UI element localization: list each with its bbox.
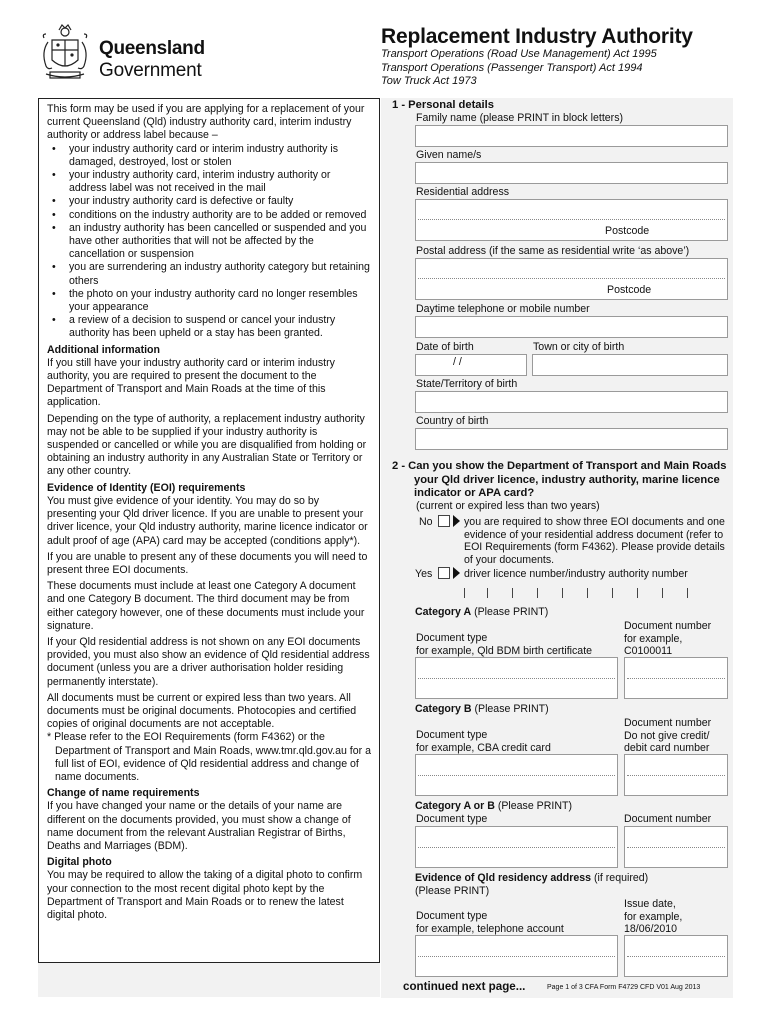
form-title: Replacement Industry Authority xyxy=(381,25,693,48)
row-divider xyxy=(418,847,615,848)
document-type-example: for example, telephone account xyxy=(416,922,564,935)
country-of-birth-input[interactable] xyxy=(415,428,728,450)
document-type-example: for example, Qld BDM birth certificate xyxy=(416,644,593,657)
town-of-birth-input[interactable] xyxy=(532,354,728,376)
please-print-note: (Please PRINT) xyxy=(474,606,549,618)
document-type-label: Document type xyxy=(416,729,488,741)
change-of-name-heading: Change of name requirements xyxy=(47,787,200,800)
additional-info-paragraph: Depending on the type of authority, a replacement industry authority may not be able to be supplied if your industry authority is suspended or cancelled or while you are disqualified from holding or obtaining an industry authority in any Australian State or Territory or any other country. xyxy=(47,412,367,478)
residential-address-label: Residential address xyxy=(416,186,510,198)
category-b-heading xyxy=(415,703,549,716)
category-b-type-label xyxy=(416,729,551,754)
digital-photo-heading: Digital photo xyxy=(47,856,112,869)
town-of-birth-label: Town or city of birth xyxy=(533,341,625,353)
row-divider xyxy=(418,678,615,679)
digit-divider xyxy=(687,588,688,598)
act-line: Transport Operations (Road Use Management) Act 1995 xyxy=(381,48,657,60)
residency-required-note: (if required) xyxy=(594,872,649,884)
family-name-label: Family name (please PRINT in block letters) xyxy=(416,112,624,124)
row-divider xyxy=(627,678,725,679)
additional-info-paragraph: If you still have your industry authority card or interim industry authority, you are required to present the document to the Department of Transport and Main Roads at the time of this application. xyxy=(47,356,335,409)
given-names-label: Given name/s xyxy=(416,149,482,161)
issue-date-example-value: 18/06/2010 xyxy=(624,923,678,935)
section-2-heading: 2 - Can you show the Department of Transport and Main Roads your Qld driver licence, industry authority, marine licence indicator or APA card? xyxy=(392,460,727,499)
additional-info-heading: Additional information xyxy=(47,343,160,356)
document-number-label: Document number xyxy=(624,717,712,729)
postal-address-input[interactable] xyxy=(415,258,728,300)
act-line: Transport Operations (Passenger Transport) Act 1994 xyxy=(381,61,643,74)
change-of-name-paragraph: If you have changed your name or the details of your name are different on the documents provided, you must show a change of name document from the relevant Australian Registrar of Births, Deaths and Marriages (BDM). xyxy=(47,800,351,852)
form-metadata: Page 1 of 3 CFA Form F4729 CFD V01 Aug 2013 xyxy=(547,984,701,991)
date-of-birth-label: Date of birth xyxy=(416,341,474,353)
information-panel xyxy=(38,98,380,963)
digit-divider xyxy=(612,588,613,598)
yes-checkbox[interactable] xyxy=(438,567,450,579)
address-divider xyxy=(418,219,725,220)
coat-of-arms-icon xyxy=(38,22,92,82)
digit-divider xyxy=(464,588,465,598)
row-divider xyxy=(627,847,725,848)
document-number-label: Document number xyxy=(624,620,712,632)
category-b-label: Category B xyxy=(415,703,472,715)
issue-date-example: for example, xyxy=(624,910,683,923)
category-ab-number-input[interactable] xyxy=(624,826,728,868)
residency-heading xyxy=(415,872,725,897)
category-ab-label: Category A or B xyxy=(415,800,495,812)
intro-text: This form may be used if you are applying for a replacement of your current Queensland (Qld) industry authority card, interim industry authority or address label because – xyxy=(47,103,365,142)
legislation-list xyxy=(381,48,657,89)
category-a-heading xyxy=(415,606,548,619)
category-b-type-input[interactable] xyxy=(415,754,618,796)
list-item: • you are surrendering an industry authority category but retaining others xyxy=(47,261,371,287)
state-of-birth-input[interactable] xyxy=(415,391,728,413)
digit-divider xyxy=(662,588,663,598)
category-a-number-label xyxy=(624,620,711,658)
please-print-note: (Please PRINT) xyxy=(497,800,572,812)
eoi-paragraph: These documents must include at least one Category A document and one Category B document. The third document may be from either category however, one of these documents must include your signature. xyxy=(47,580,365,632)
category-a-label: Category A xyxy=(415,606,472,618)
category-a-number-input[interactable] xyxy=(624,657,728,699)
residency-type-input[interactable] xyxy=(415,935,618,977)
reasons-list xyxy=(47,143,371,341)
digit-divider xyxy=(637,588,638,598)
category-a-type-label xyxy=(416,632,592,657)
document-type-label: Document type xyxy=(416,632,488,644)
arrow-right-icon xyxy=(453,515,460,527)
yes-option-label: Yes xyxy=(415,568,433,580)
act-line: Tow Truck Act 1973 xyxy=(381,75,477,87)
digit-divider xyxy=(512,588,513,598)
left-panel-footer-background xyxy=(38,963,380,997)
list-item: • an industry authority has been cancelled or suspended and you have other authorities that will not be affected by the cancellation or suspension xyxy=(47,222,371,262)
date-separators: / / xyxy=(453,356,462,368)
document-type-example: for example, CBA credit card xyxy=(416,741,551,754)
residential-address-input[interactable] xyxy=(415,199,728,241)
date-of-birth-input[interactable] xyxy=(415,354,527,376)
digit-divider xyxy=(487,588,488,598)
category-a-type-input[interactable] xyxy=(415,657,618,699)
residency-label: Evidence of Qld residency address xyxy=(415,872,592,884)
issue-date-text: Issue date, xyxy=(624,898,676,910)
document-number-note: Do not give credit/ xyxy=(624,729,710,742)
logo-queensland-text: Queensland xyxy=(99,38,205,59)
please-print-note: (Please PRINT) xyxy=(474,703,549,715)
postal-postcode-label: Postcode xyxy=(607,284,652,296)
family-name-input[interactable] xyxy=(415,125,728,147)
please-print-note: (Please PRINT) xyxy=(415,884,490,897)
row-divider xyxy=(627,956,725,957)
queensland-government-logo xyxy=(38,22,218,84)
issue-date-label xyxy=(624,898,682,936)
digit-divider xyxy=(587,588,588,598)
list-item: • your industry authority card, interim industry authority or address label was not received in the mail xyxy=(47,169,371,195)
logo-government-text: Government xyxy=(99,60,202,81)
category-b-number-label xyxy=(624,717,711,755)
row-divider xyxy=(627,775,725,776)
no-option-label: No xyxy=(419,516,433,528)
yes-option-instructions: driver licence number/industry authority number xyxy=(464,568,688,580)
list-item: • conditions on the industry authority are to be added or removed xyxy=(47,209,371,222)
eoi-paragraph: If you are unable to present any of these documents you will need to present three EOI documents. xyxy=(47,550,368,576)
residential-postcode-label: Postcode xyxy=(605,225,650,237)
document-type-label: Document type xyxy=(416,813,488,825)
postal-address-label: Postal address (if the same as residential write ‘as above’) xyxy=(416,245,690,257)
eoi-heading: Evidence of Identity (EOI) requirements xyxy=(47,481,246,494)
phone-input[interactable] xyxy=(415,316,728,338)
eoi-paragraph: All documents must be current or expired less than two years. All documents must be original documents. Photocopies and certified copies of original documents are not acceptable. xyxy=(47,691,357,731)
digit-divider xyxy=(537,588,538,598)
category-b-number-input[interactable] xyxy=(624,754,728,796)
document-number-example-value: C0100011 xyxy=(624,645,673,657)
phone-label: Daytime telephone or mobile number xyxy=(416,303,590,315)
eoi-paragraph: If your Qld residential address is not shown on any EOI documents provided, you must also show an evidence of Qld residential address document (unless you are a driver authorisation holder residing permanently interstate). xyxy=(47,635,370,688)
country-of-birth-label: Country of birth xyxy=(416,415,489,427)
section-2-subheading: (current or expired less than two years) xyxy=(416,500,600,512)
category-ab-type-input[interactable] xyxy=(415,826,618,868)
list-item: • a review of a decision to suspend or cancel your industry authority has been upheld or a stay has been granted. xyxy=(47,314,371,340)
document-number-label: Document number xyxy=(624,813,712,825)
digital-photo-paragraph: You may be required to allow the taking of a digital photo to confirm your connection to the most recent digital photo kept by the Department of Transport and Main Roads or to renew the latest digital photo. xyxy=(47,869,363,921)
continued-note: continued next page... xyxy=(403,980,526,993)
address-divider xyxy=(418,278,725,279)
list-item: • your industry authority card or interim industry authority is damaged, destroyed, lost or stolen xyxy=(47,143,371,169)
residency-type-label xyxy=(416,910,564,935)
list-item: • the photo on your industry authority card no longer resembles your appearance xyxy=(47,288,371,314)
digit-divider xyxy=(562,588,563,598)
no-checkbox[interactable] xyxy=(438,515,450,527)
row-divider xyxy=(418,775,615,776)
list-item: • your industry authority card is defective or faulty xyxy=(47,195,371,208)
licence-number-input[interactable] xyxy=(464,588,698,601)
residency-date-input[interactable] xyxy=(624,935,728,977)
document-number-note: debit card number xyxy=(624,742,710,754)
eoi-note: * Please refer to the EOI Requirements (form F4362) or the Department of Transport and Main Roads, www.tmr.qld.gov.au for a full list of EOI, evidence of Qld residential address and change of name documents. xyxy=(47,731,372,783)
row-divider xyxy=(418,956,615,957)
no-option-instructions: you are required to show three EOI documents and one evidence of your residential address document (refer to EOI Requirements (form F4362). Please provide details of your documents. xyxy=(464,516,725,566)
eoi-paragraph: You must give evidence of your identity. You may do so by presenting your Qld driver licence. If you are unable to present your driver licence, your Qld industry authority, marine licence indicator or adult proof of age (APA) card may be accepted (conditions apply*). xyxy=(47,494,368,547)
document-type-label: Document type xyxy=(416,910,488,922)
state-of-birth-label: State/Territory of birth xyxy=(416,378,518,390)
document-number-example: for example, xyxy=(624,632,683,645)
section-1-heading: 1 - Personal details xyxy=(392,99,494,111)
given-names-input[interactable] xyxy=(415,162,728,184)
category-ab-heading xyxy=(415,800,572,813)
arrow-right-icon xyxy=(453,567,460,579)
